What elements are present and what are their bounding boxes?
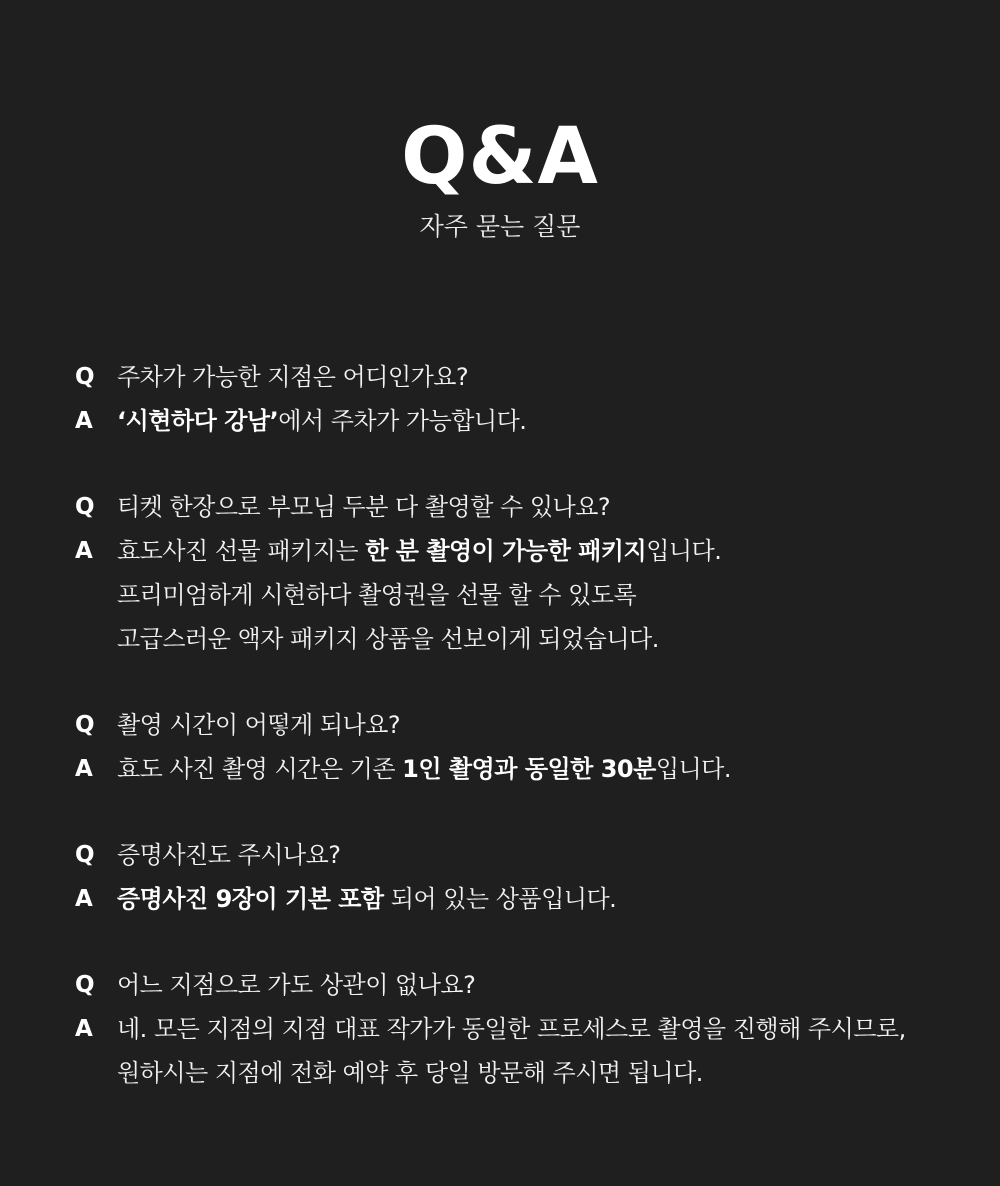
answer-highlight: 한 분 촬영이 가능한 패키지 xyxy=(365,537,647,565)
answer-text xyxy=(117,399,955,443)
question-marker: Q xyxy=(75,494,95,520)
answer-row xyxy=(75,877,955,921)
question-text: 증명사진도 주시나요? xyxy=(117,841,341,869)
answer-segment: 효도 사진 촬영 시간은 기존 xyxy=(117,755,403,783)
faq-item xyxy=(75,833,955,921)
answer-segment: 입니다. xyxy=(655,755,731,783)
answer-segment: 네. 모든 지점의 지점 대표 작가가 동일한 프로세스로 촬영을 진행해 주시므로, xyxy=(117,1015,906,1043)
answer-row xyxy=(75,1007,955,1095)
question-row xyxy=(75,963,955,1007)
question-marker: Q xyxy=(75,364,95,390)
question-text: 촬영 시간이 어떻게 되나요? xyxy=(117,711,401,739)
question-row xyxy=(75,833,955,877)
answer-segment: 원하시는 지점에 전화 예약 후 당일 방문해 주시면 됩니다. xyxy=(117,1059,703,1087)
faq-list xyxy=(75,355,955,1137)
answer-row xyxy=(75,529,955,661)
answer-marker: A xyxy=(75,756,93,782)
answer-line xyxy=(117,529,955,573)
answer-marker: A xyxy=(75,886,93,912)
question-text: 어느 지점으로 가도 상관이 없나요? xyxy=(117,971,476,999)
answer-line xyxy=(117,399,955,443)
faq-item xyxy=(75,485,955,661)
faq-item xyxy=(75,355,955,443)
answer-text xyxy=(117,1007,955,1095)
answer-segment: 되어 있는 상품입니다. xyxy=(383,885,617,913)
question-row xyxy=(75,703,955,747)
answer-segment: 입니다. xyxy=(646,537,722,565)
answer-text xyxy=(117,877,955,921)
faq-item xyxy=(75,963,955,1095)
answer-highlight: 1인 촬영과 동일한 30분 xyxy=(402,755,656,783)
answer-marker: A xyxy=(75,1016,93,1042)
answer-row xyxy=(75,747,955,791)
answer-segment: 에서 주차가 가능합니다. xyxy=(278,407,527,435)
answer-text xyxy=(117,747,955,791)
page-subtitle: 자주 묻는 질문 xyxy=(419,212,581,241)
question-marker: Q xyxy=(75,842,95,868)
page-title: Q&A xyxy=(401,112,599,202)
answer-highlight: 증명사진 9장이 기본 포함 xyxy=(117,885,384,913)
answer-line xyxy=(117,747,955,791)
question-marker: Q xyxy=(75,972,95,998)
page-header xyxy=(0,112,1000,244)
answer-segment: 효도사진 선물 패키지는 xyxy=(117,537,366,565)
answer-marker: A xyxy=(75,538,93,564)
answer-segment: 프리미엄하게 시현하다 촬영권을 선물 할 수 있도록 xyxy=(117,581,637,609)
answer-highlight: ‘시현하다 강남’ xyxy=(117,407,279,435)
question-text: 주차가 가능한 지점은 어디인가요? xyxy=(117,363,469,391)
question-row xyxy=(75,485,955,529)
question-row xyxy=(75,355,955,399)
answer-marker: A xyxy=(75,408,93,434)
question-marker: Q xyxy=(75,712,95,738)
answer-line xyxy=(117,1051,955,1095)
question-text: 티켓 한장으로 부모님 두분 다 촬영할 수 있나요? xyxy=(117,493,611,521)
answer-row xyxy=(75,399,955,443)
answer-text xyxy=(117,529,955,661)
answer-segment: 고급스러운 액자 패키지 상품을 선보이게 되었습니다. xyxy=(117,625,659,653)
faq-item xyxy=(75,703,955,791)
answer-line xyxy=(117,573,955,617)
answer-line xyxy=(117,617,955,661)
answer-line xyxy=(117,877,955,921)
answer-line xyxy=(117,1007,955,1051)
